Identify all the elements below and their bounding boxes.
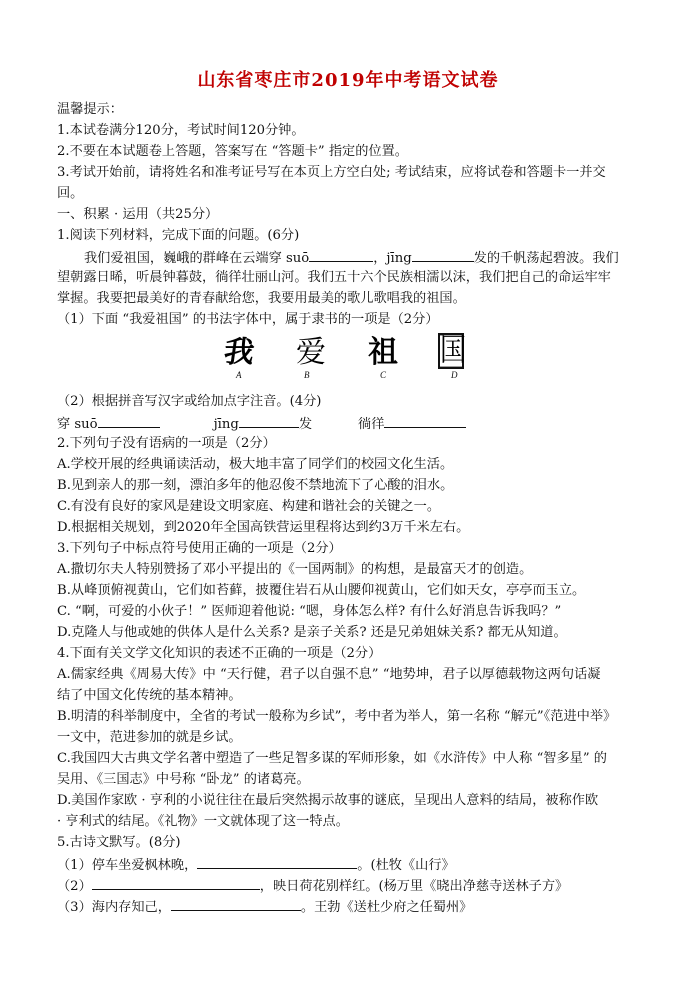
option-line-cont: 结了中国文化传统的基本精神。 <box>57 688 242 703</box>
option-label: D <box>451 370 458 380</box>
poem-text: （3）海内存知己， <box>57 900 171 915</box>
calligraphy-glyph: 国 <box>440 333 467 369</box>
passage-line: 望朝露日晞，听晨钟暮鼓，徜徉壮丽山河。我们五十六个民族相濡以沫，我们把自己的命运牢牢 <box>57 270 611 285</box>
poem-line <box>57 896 472 918</box>
answer-blank[interactable] <box>309 247 373 262</box>
pinyin-answers <box>57 413 466 435</box>
poem-line <box>57 875 568 897</box>
question-1: 1.阅读下列材料，完成下面的问题。(6分) <box>57 228 300 243</box>
calligraphy-glyph: 祖 <box>368 336 398 369</box>
option-line-cont: 一文中，范进参加的就是乡试。 <box>57 730 242 745</box>
poem-text: 。王勃《送杜少府之任蜀州》 <box>300 900 473 915</box>
notice-item: 1.本试卷满分120分，考试时间120分钟。 <box>57 123 305 138</box>
poem-text: ，映日荷花别样红。(杨万里《晓出净慈寺送林子方》 <box>259 879 569 894</box>
option-line: C. “啊，可爱的小伙子！” 医师迎着他说: “嗯，身体怎么样? 有什么好消息告诉我吗？” <box>57 604 562 619</box>
poem-text: （2） <box>57 879 92 894</box>
option-line: A.学校开展的经典诵读活动，极大地丰富了同学们的校园文化生活。 <box>57 457 454 472</box>
page-title: 山东省枣庄市2019年中考语文试卷 <box>197 70 499 91</box>
notice-heading: 温馨提示： <box>57 102 123 117</box>
answer-label: 发 <box>298 417 313 432</box>
option-line: D.美国作家欧 · 亨利的小说往往在最后突然揭示故事的谜底，呈现出人意料的结局，被称作欧 <box>57 793 599 808</box>
option-line: B.见到亲人的那一刻，漂泊多年的他忍俊不禁地流下了心酸的泪水。 <box>57 478 454 493</box>
passage-line: 掌握。我要把最美好的青春献给您，我要用最美的歌儿歌唱我的祖国。 <box>57 291 466 306</box>
answer-blank[interactable] <box>239 413 299 428</box>
question-5: 5.古诗文默写。(8分) <box>57 835 181 850</box>
passage-text: 发的千帆荡起碧波。我们 <box>473 251 619 266</box>
answer-blank[interactable] <box>92 875 260 890</box>
notice-item-cont: 回。 <box>57 186 84 201</box>
option-label: C <box>380 370 387 380</box>
question-1-2: （2）根据拼音写汉字或给加点字注音。(4分) <box>57 394 322 409</box>
answer-blank[interactable] <box>98 413 160 428</box>
passage-text: ，jīng <box>373 251 412 266</box>
poem-text: 。(杜牧《山行》 <box>357 858 455 873</box>
option-line: D.克隆人与他或她的供体人是什么关系? 是亲子关系? 还是兄弟姐妹关系? 都无从知道。 <box>57 625 567 640</box>
answer-blank[interactable] <box>197 854 357 869</box>
calligraphy-options <box>0 333 640 384</box>
option-line-cont: 吴用、《三国志》中号称 “卧龙” 的诸葛亮。 <box>57 772 310 787</box>
section-heading: 一、积累 · 运用（共25分） <box>57 207 219 222</box>
option-line: A.儒家经典《周易大传》中 “天行健，君子以自强不息” “地势坤，君子以厚德载物这两句话凝 <box>57 667 601 682</box>
calligraphy-glyph: 爱 <box>296 335 326 370</box>
answer-label: 穿 suō <box>57 417 98 432</box>
option-line: B.明清的科举制度中，全省的考试一般称为乡试”，考中者为举人，第一名称 “解元”《范进中举》 <box>57 709 617 724</box>
option-label: A <box>236 370 242 380</box>
answer-label: 徜徉 <box>358 417 385 432</box>
passage-line <box>84 247 619 269</box>
option-line-cont: · 亨利式的结尾。《礼物》一文就体现了这一特点。 <box>57 814 349 829</box>
question-2: 2.下列句子没有语病的一项是（2分） <box>57 436 276 451</box>
question-3: 3.下列句子中标点符号使用正确的一项是（2分） <box>57 541 342 556</box>
option-line: D.根据相关规划，到2020年全国高铁营运里程将达到约3万千米左右。 <box>57 520 470 535</box>
passage-text: 我们爱祖国，巍峨的群峰在云端穿 suō <box>84 251 310 266</box>
notice-item: 2.不要在本试题卷上答题，答案写在 “答题卡” 指定的位置。 <box>57 144 408 159</box>
option-line: C.我国四大古典文学名著中塑造了一些足智多谋的军师形象，如《水浒传》中人称 “智多星” 的 <box>57 751 607 766</box>
answer-blank[interactable] <box>384 413 466 428</box>
poem-line <box>57 854 455 876</box>
answer-blank[interactable] <box>171 896 301 911</box>
answer-blank[interactable] <box>412 247 474 262</box>
calligraphy-glyph: 我 <box>221 335 257 370</box>
option-label: B <box>304 370 310 380</box>
answer-label: jīng <box>213 417 239 432</box>
option-line: C.有没有良好的家风是建设文明家庭、构建和谐社会的关键之一。 <box>57 499 441 514</box>
notice-item: 3.考试开始前，请将姓名和准考证号写在本页上方空白处; 考试结束，应将试卷和答题卡一并交 <box>57 165 606 180</box>
question-1-1: （1）下面 “我爱祖国” 的书法字体中，属于隶书的一项是（2分） <box>57 312 439 327</box>
question-4: 4.下面有关文学文化知识的表述不正确的一项是（2分） <box>57 646 382 661</box>
option-line: A.撒切尔夫人特别赞扬了邓小平提出的《一国两制》的构想，是最富天才的创造。 <box>57 562 533 577</box>
option-line: B.从峰顶俯视黄山，它们如苔藓，披覆住岩石从山腰仰视黄山，它们如天女，亭亭而玉立。 <box>57 583 586 598</box>
poem-text: （1）停车坐爱枫林晚， <box>57 858 198 873</box>
